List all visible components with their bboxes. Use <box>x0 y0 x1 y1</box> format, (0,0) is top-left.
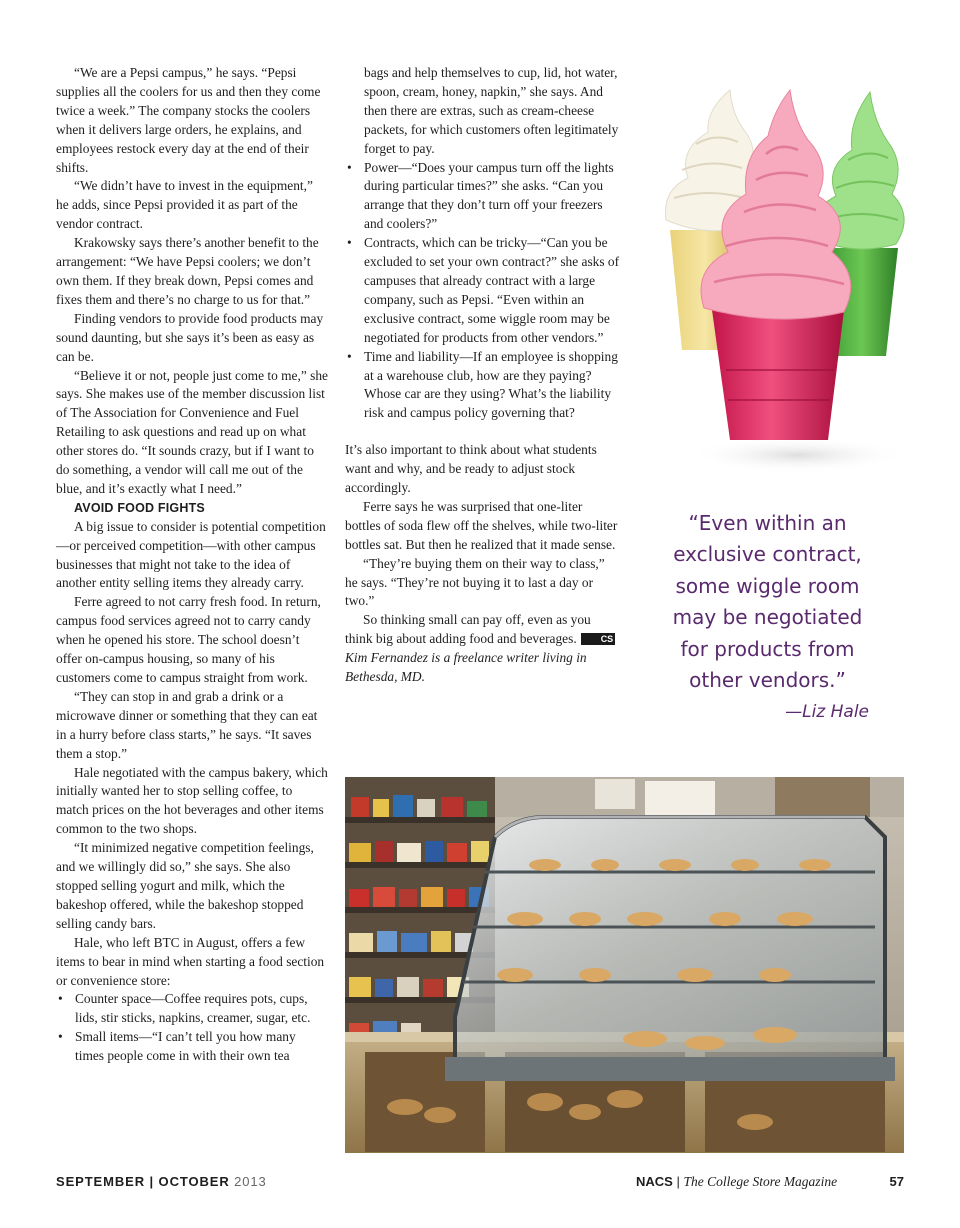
paragraph: Ferre says he was surprised that one-liter bottles of soda flew off the shelves, while two-liter bottles sat. But then he realized that it made sense. <box>345 498 618 552</box>
paragraph: “Believe it or not, people just come to me,” she says. She makes use of the member discussion list of The Association for Convenience and Fuel Retailing to ask questions and read up on what other stores do. “It sounds crazy, but if I want to do something, a vendor will call me out of the blue, and it’s exactly what I need.” <box>56 367 328 496</box>
paragraph-final <box>345 611 620 649</box>
page-number: 57 <box>889 1174 904 1189</box>
list-item-continuation: bags and help themselves to cup, lid, hot water, spoon, cream, honey, napkin,” she says. And then there are extras, such as cream-cheese packets, for which customers often legitimately forget to pay. <box>364 65 619 156</box>
pull-quote: “Even within an exclusive contract, some wiggle room may be negotiated for products from other vendors.” <box>672 511 863 693</box>
paragraph: A big issue to consider is potential competition—or perceived competition—with other campus businesses that might not take to the idea of another entity selling items they already carry. <box>56 518 326 591</box>
paragraph: Ferre agreed to not carry fresh food. In return, campus food services agreed not to carry candy when he opened his store. The school doesn’t offer on-campus housing, so many of his customers come to campus straight from work. <box>56 594 321 685</box>
footer-separator: | <box>672 1174 684 1189</box>
paragraph: “They’re buying them on their way to class,” he says. “They’re not buying it to last a day or two.” <box>345 555 605 609</box>
list-item: • Power—“Does your campus turn off the lights during particular times?” she asks. “Can you arrange that they don’t turn off your freezers and coolers?” <box>345 159 620 235</box>
ice-cream-cones-photo <box>648 70 918 480</box>
publication-footer <box>636 1174 904 1190</box>
final-sentence: So thinking small can pay off, even as you think big about adding food and beverages. <box>345 612 591 647</box>
list-item: • Small items—“I can’t tell you how many times people come in with their own tea <box>56 1028 328 1066</box>
issue-year: 2013 <box>234 1174 267 1189</box>
article-column-1 <box>56 64 328 1066</box>
tips-list-continued <box>345 159 620 424</box>
paragraph: “They can stop in and grab a drink or a microwave dinner or something that they can eat in a hurry before class starts,” he says. “It saves them a stop.” <box>56 688 318 761</box>
list-item: • Contracts, which can be tricky—“Can you be excluded to set your own contract?” she asks of campuses that already contract with a large company, such as Pepsi. “Even within an exclusive contract, some wiggle room may be negotiated for products from other vendors.” <box>345 234 620 347</box>
paragraph: Finding vendors to provide food products may sound daunting, but she says it’s been as easy as can be. <box>56 310 324 364</box>
end-mark-icon: CS <box>581 633 616 645</box>
paragraph: “We didn’t have to invest in the equipment,” he adds, since Pepsi provided it as part of the vendor contract. <box>56 178 313 232</box>
paragraph: “We are a Pepsi campus,” he says. “Pepsi supplies all the coolers for us and then they come twice a week.” The company stocks the coolers when it delivers large orders, he explains, and employees restock every day at the end of their shifts. <box>56 65 321 175</box>
paragraph: “It minimized negative competition feelings, and we willingly did so,” she says. She also stopped selling yogurt and milk, which the bakeshop offered, while the bakeshop stopped selling candy bars. <box>56 840 314 931</box>
publisher-name: NACS <box>636 1174 673 1189</box>
section-subhead: AVOID FOOD FIGHTS <box>74 500 205 515</box>
paragraph: Hale, who left BTC in August, offers a few items to bear in mind when starting a food section or convenience store: <box>56 934 325 988</box>
article-column-2 <box>345 64 620 687</box>
tips-list <box>56 990 328 1066</box>
magazine-title: The College Store Magazine <box>683 1174 838 1189</box>
pull-quote-attribution: —Liz Hale <box>785 702 869 722</box>
issue-date <box>56 1174 267 1189</box>
author-byline: Kim Fernandez is a freelance writer living in Bethesda, MD. <box>345 650 587 685</box>
list-item: • Counter space—Coffee requires pots, cups, lids, stir sticks, napkins, creamer, sugar, etc. <box>56 990 328 1028</box>
issue-months: SEPTEMBER | OCTOBER <box>56 1174 230 1189</box>
list-item: • Time and liability—If an employee is shopping at a warehouse club, how are they paying? Whose car are they using? What’s the liability risk and campus policy governing that? <box>345 348 620 424</box>
store-display-case-photo <box>345 777 904 1153</box>
paragraph: Krakowsky says there’s another benefit to the arrangement: “We have Pepsi coolers; we don’t own them. If they break down, Pepsi comes and fixes them and there’s no charge to us for that.” <box>56 235 319 307</box>
paragraph: It’s also important to think about what students want and why, and be ready to adjust stock accordingly. <box>345 442 597 496</box>
paragraph: Hale negotiated with the campus bakery, which initially wanted her to stop selling coffee, to match prices on the hot beverages and other items common to the two shops. <box>56 764 328 837</box>
